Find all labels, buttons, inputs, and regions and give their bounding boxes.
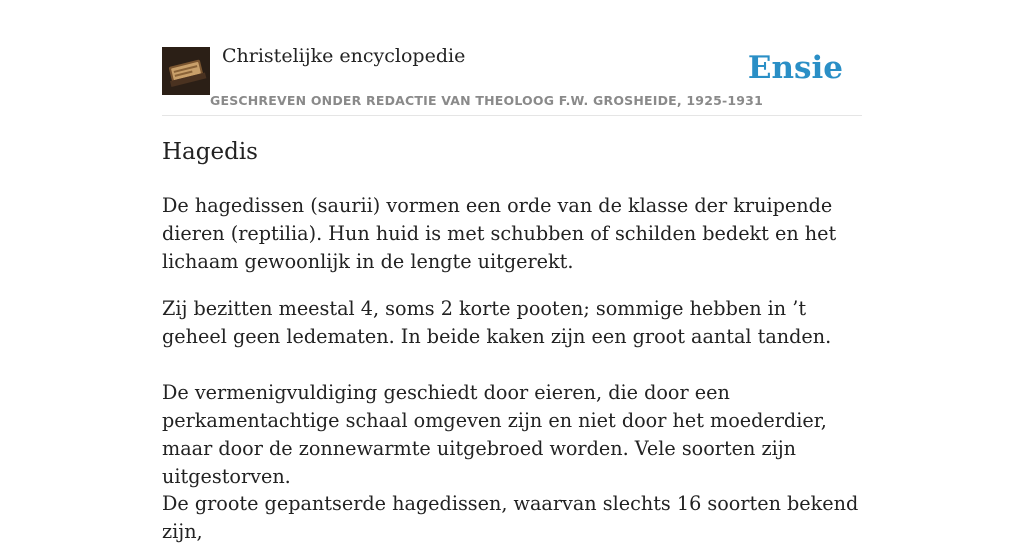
article-paragraph-4: De groote gepantserde hagedissen, waarvan slechts 16 soorten bekend zijn,	[162, 492, 859, 543]
book-image-icon	[162, 47, 210, 95]
ensie-logo[interactable]: Ensie	[747, 50, 843, 86]
article-paragraph-3: De vermenigvuldiging geschiedt door eieren, die door een perkamentachtige schaal omgeven zijn en niet door het moederdier, maar door de zonnewarmte uitgebroed worden. Vele soorten zijn uitgestorven.	[162, 381, 827, 488]
site-title[interactable]: Christelijke encyclopedie	[222, 45, 466, 67]
article-paragraph-2: Zij bezitten meestal 4, soms 2 korte pooten; sommige hebben in ’t geheel geen ledematen. In beide kaken zijn een groot aantal tanden.	[162, 297, 832, 348]
page-container	[162, 0, 862, 543]
site-subtitle: GESCHREVEN ONDER REDACTIE VAN THEOLOOG F.W. GROSHEIDE, 1925-1931	[210, 93, 763, 108]
article-paragraph-1: De hagedissen (saurii) vormen een orde van de klasse der kruipende dieren (reptilia). Hun huid is met schubben of schilden bedekt en het lichaam gewoonlijk in de lengte uitgerekt.	[162, 194, 837, 273]
article-title: Hagedis	[162, 139, 258, 165]
site-header	[162, 0, 862, 116]
encyclopedia-avatar[interactable]	[162, 47, 210, 95]
